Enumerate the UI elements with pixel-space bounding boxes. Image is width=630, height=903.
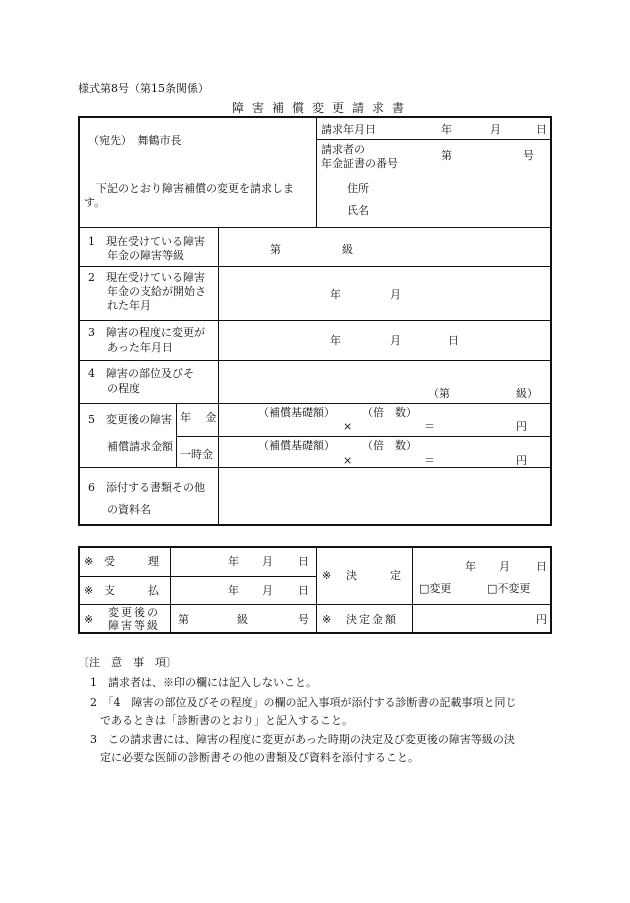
receipt-label: 受 理 — [104, 555, 159, 568]
address-label: 住所 — [347, 182, 369, 195]
changed-grade-label: 変更後の — [108, 606, 160, 619]
row4-grade: （第 級） — [428, 387, 538, 400]
form-title: 障害補償変更請求書 — [232, 101, 413, 115]
form-number: 様式第8号（第15条関係） — [78, 82, 209, 95]
name-label: 氏名 — [347, 204, 369, 217]
nenkin-label: 年 金 — [180, 411, 217, 424]
payment-label: 支 払 — [104, 584, 159, 597]
row6-label: 6 添付する書類その他 — [88, 481, 205, 494]
decision-amount-label: 決定金額 — [346, 613, 398, 626]
ichijikin-label: 一時金 — [180, 448, 213, 461]
row5-label: 5 変更後の障害 — [88, 413, 172, 426]
request-date-label: 請求年月日 — [321, 123, 376, 136]
addressee: （宛先） 舞鶴市長 — [88, 134, 182, 147]
note-1: 1 請求者は、※印の欄には記入しないこと。 — [90, 676, 317, 689]
row3-label: 3 障害の程度に変更が — [88, 326, 205, 339]
note-2: 2 「4 障害の部位及びその程度」の欄の記入事項が添付する診断書の記載事項と同じ — [90, 696, 517, 709]
main-table — [78, 116, 552, 526]
decision-label: 決 定 — [346, 569, 401, 582]
request-text: 下記のとおり障害補償の変更を請求します。 — [84, 182, 294, 210]
note-3: 3 この請求書には、障害の程度に変更があった時期の決定及び変更後の障害等級の決 — [90, 733, 515, 746]
changed-checkbox[interactable]: □変更 — [419, 582, 452, 595]
row1-label: 1 現在受けている障害 — [88, 235, 205, 248]
row2-label: 2 現在受けている障害 — [88, 271, 205, 284]
notes-heading: 〔注 意 事 項〕 — [78, 656, 177, 669]
row4-label: 4 障害の部位及びそ — [88, 367, 194, 380]
unchanged-checkbox[interactable]: □不変更 — [487, 582, 531, 595]
pension-cert-label: 請求者の — [321, 143, 365, 156]
